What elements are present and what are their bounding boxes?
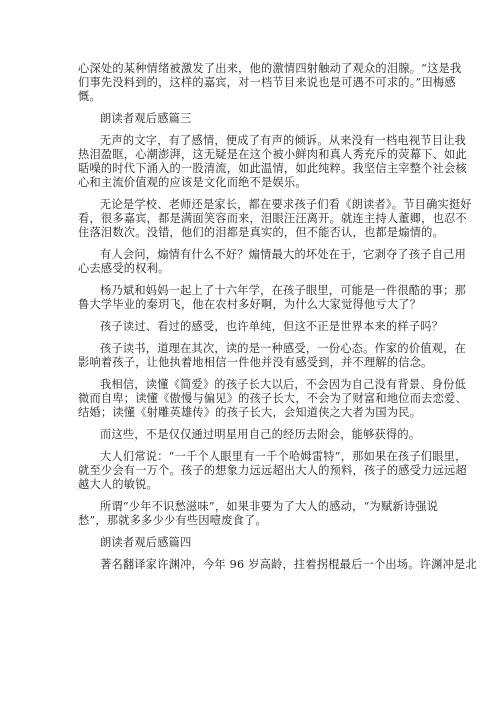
paragraph-gap xyxy=(78,550,426,558)
text-line: 影响着孩子，让他执着地相信一件他并没有感受到，并不理解的信念。 xyxy=(78,356,433,369)
text-line: 结婚；读懂《射雕英雄传》的孩子长大，会知道侠之大者为国为民。 xyxy=(78,406,422,419)
paragraph-gap xyxy=(78,276,426,284)
paragraph xyxy=(78,134,467,190)
document-page xyxy=(78,62,477,572)
paragraph xyxy=(78,248,467,276)
text-line: 而这些，不是仅仅通过明星用自己的经历去附会，能够获得的。 xyxy=(100,428,421,441)
paragraph xyxy=(78,450,467,492)
section-heading: 朗读者观后感篇三 xyxy=(100,112,192,125)
paragraph-gap xyxy=(78,420,426,428)
paragraph-gap xyxy=(78,104,426,112)
paragraph-gap xyxy=(78,240,426,248)
text-line: 无声的文字，有了感情，便成了有声的倾诉。从来没有一档电视节目让我 xyxy=(100,134,467,147)
section-heading: 朗读者观后感篇四 xyxy=(100,536,192,549)
paragraph xyxy=(78,378,467,420)
text-line: 我相信，读懂《简爱》的孩子长大以后，不会因为自己没有背景、身份低 xyxy=(100,378,467,391)
paragraph xyxy=(78,284,467,312)
paragraph xyxy=(78,320,444,334)
text-line: 所谓“少年不识愁滋味”，如果非要为了大人的感动，“为赋新诗强说 xyxy=(100,500,439,513)
text-line: 大人们常说：“一千个人眼里有一千个哈姆雷特”，那如果在孩子们眼里， xyxy=(100,450,467,463)
paragraph xyxy=(78,500,439,528)
text-line: 愁”，那就多多少少有些因噎废食了。 xyxy=(78,514,267,527)
paragraph-gap xyxy=(78,528,426,536)
paragraph-gap xyxy=(78,126,426,134)
text-line: 心深处的某种情绪被激发了出来，他的激情四射触动了观众的泪腺。“这是我 xyxy=(78,62,462,75)
paragraph xyxy=(78,342,467,370)
paragraph-gap xyxy=(78,190,426,198)
text-line: 心和主流价值观的应该是文化而绝不是娱乐。 xyxy=(78,176,307,189)
paragraph-gap xyxy=(78,370,426,378)
text-line: 慨。 xyxy=(78,90,101,103)
text-line: 著名翻译家许渊冲，今年 96 岁高龄，拄着拐棍最后一个出场。许渊冲是北 xyxy=(100,558,477,571)
text-line: 就至少会有一万个。孩子的想象力远远超出大人的预料，孩子的感受力远远超 xyxy=(78,464,467,477)
text-line: 孩子读书，道理在其次，读的是一种感受，一份心态。作家的价值观，在 xyxy=(100,342,467,355)
text-line: 心去感受的权利。 xyxy=(78,262,170,275)
text-line: 杨乃斌和妈妈一起上了十六年学，在孩子眼里，可能是一件很酷的事；那 xyxy=(100,284,467,297)
text-line: 微而自卑；读懂《傲慢与偏见》的孩子长大，不会为了财富和地位而去恋爱、 xyxy=(78,392,467,405)
paragraph xyxy=(78,428,426,442)
paragraph xyxy=(78,198,472,240)
text-line: 无论是学校、老师还是家长，都在要求孩子们看《朗读者》。节目确实挺好 xyxy=(100,198,472,211)
paragraph-gap xyxy=(78,442,426,450)
text-line: 孩子读过、看过的感受，也许单纯，但这不正是世界本来的样子吗？ xyxy=(100,320,444,333)
text-line: 们事先没料到的，这样的嘉宾，对一档节目来说也是可遇不可求的。”田梅感 xyxy=(78,76,456,89)
paragraph-gap xyxy=(78,492,426,500)
text-line: 热泪盈眶，心潮澎湃，这无疑是在这个被小鲜肉和真人秀充斥的荧幕下、如此 xyxy=(78,148,467,161)
text-line: 聒噪的时代下涌入的一股清流，如此温情，如此纯粹。我坚信主宰整个社会核 xyxy=(78,162,467,175)
paragraph-gap xyxy=(78,334,426,342)
text-line: 鲁大学毕业的秦玥飞，他在农村多好啊，为什么大家觉得他亏大了？ xyxy=(78,298,422,311)
text-line: 越大人的敏锐。 xyxy=(78,478,159,491)
text-line: 有人会问，煽情有什么不好？煽情最大的坏处在于，它剥夺了孩子自己用 xyxy=(100,248,467,261)
text-line: 住落泪数次。没错，他们的泪都是真实的，但不能否认，也都是煽情的。 xyxy=(78,226,445,239)
paragraph xyxy=(78,62,462,104)
text-line: 看，很多嘉宾，都是满面笑容而来，泪眼汪汪离开。就连主持人董卿，也忍不 xyxy=(78,212,467,225)
paragraph-gap xyxy=(78,312,426,320)
paragraph xyxy=(78,558,477,572)
